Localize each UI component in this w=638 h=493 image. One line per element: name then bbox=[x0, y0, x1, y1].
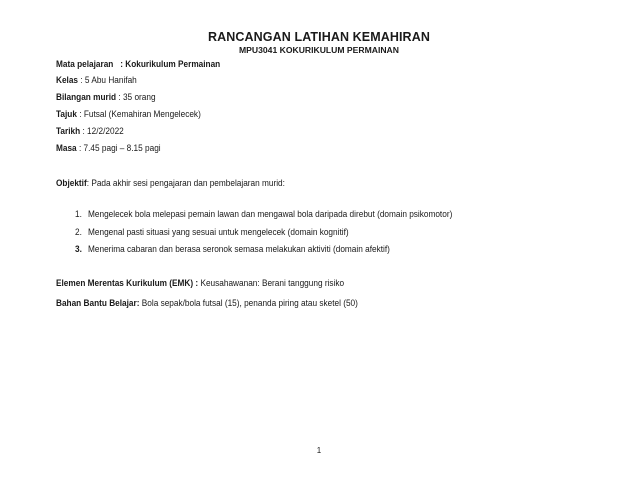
kelas-line bbox=[56, 75, 137, 85]
tajuk-line bbox=[56, 109, 201, 119]
tajuk-label: Tajuk bbox=[56, 109, 77, 119]
emk-label: Elemen Merentas Kurikulum (EMK) : bbox=[56, 278, 199, 288]
page-number: 1 bbox=[316, 446, 322, 455]
mata-pelajaran-label: Mata pelajaran bbox=[56, 59, 114, 69]
tarikh-value: : 12/2/2022 bbox=[80, 126, 124, 136]
objektif-item-number: 3. bbox=[75, 244, 82, 254]
mata-pelajaran-value: : Kokurikulum Permainan bbox=[120, 59, 221, 69]
masa-label: Masa bbox=[56, 143, 77, 153]
bilangan-murid-label: Bilangan murid bbox=[56, 92, 117, 102]
objektif-text: : Pada akhir sesi pengajaran dan pembelajaran murid: bbox=[86, 178, 285, 188]
bahan-bantu-belajar-label: Bahan Bantu Belajar: bbox=[56, 298, 140, 308]
tarikh-line bbox=[56, 126, 124, 136]
objektif-item-1 bbox=[75, 209, 452, 219]
bilangan-murid-line bbox=[56, 92, 156, 102]
objektif-item-text: Mengenal pasti situasi yang sesuai untuk mengelecek (domain kognitif) bbox=[88, 227, 349, 237]
bilangan-murid-value: : 35 orang bbox=[116, 92, 156, 102]
tajuk-value: : Futsal (Kemahiran Mengelecek) bbox=[76, 109, 201, 119]
masa-line bbox=[56, 143, 161, 153]
mata-pelajaran-line bbox=[56, 59, 220, 69]
objektif-item-number: 1. bbox=[75, 209, 82, 219]
tarikh-label: Tarikh bbox=[56, 126, 81, 136]
masa-value: : 7.45 pagi – 8.15 pagi bbox=[76, 143, 161, 153]
emk-text: Keusahawanan: Berani tanggung risiko bbox=[198, 278, 345, 288]
kelas-label: Kelas bbox=[56, 75, 79, 85]
emk-line bbox=[56, 278, 344, 288]
objektif-item-number: 2. bbox=[75, 227, 82, 237]
objektif-label: Objektif bbox=[56, 178, 87, 188]
bahan-bantu-belajar-line bbox=[56, 298, 358, 308]
bahan-bantu-belajar-text: Bola sepak/bola futsal (15), penanda piring atau sketel (50) bbox=[139, 298, 358, 308]
objektif-item-text: Menerima cabaran dan berasa seronok semasa melakukan aktiviti (domain afektif) bbox=[88, 244, 390, 254]
objektif-item-text: Mengelecek bola melepasi pemain lawan dan mengawal bola daripada direbut (domain psikomotor) bbox=[88, 209, 453, 219]
objektif-item-2 bbox=[75, 227, 349, 237]
objektif-line bbox=[56, 178, 285, 188]
document-title: RANCANGAN LATIHAN KEMAHIRAN bbox=[208, 30, 430, 44]
objektif-item-3 bbox=[75, 244, 390, 254]
kelas-value: : 5 Abu Hanifah bbox=[78, 75, 137, 85]
document-subtitle: MPU3041 KOKURIKULUM PERMAINAN bbox=[239, 45, 399, 55]
